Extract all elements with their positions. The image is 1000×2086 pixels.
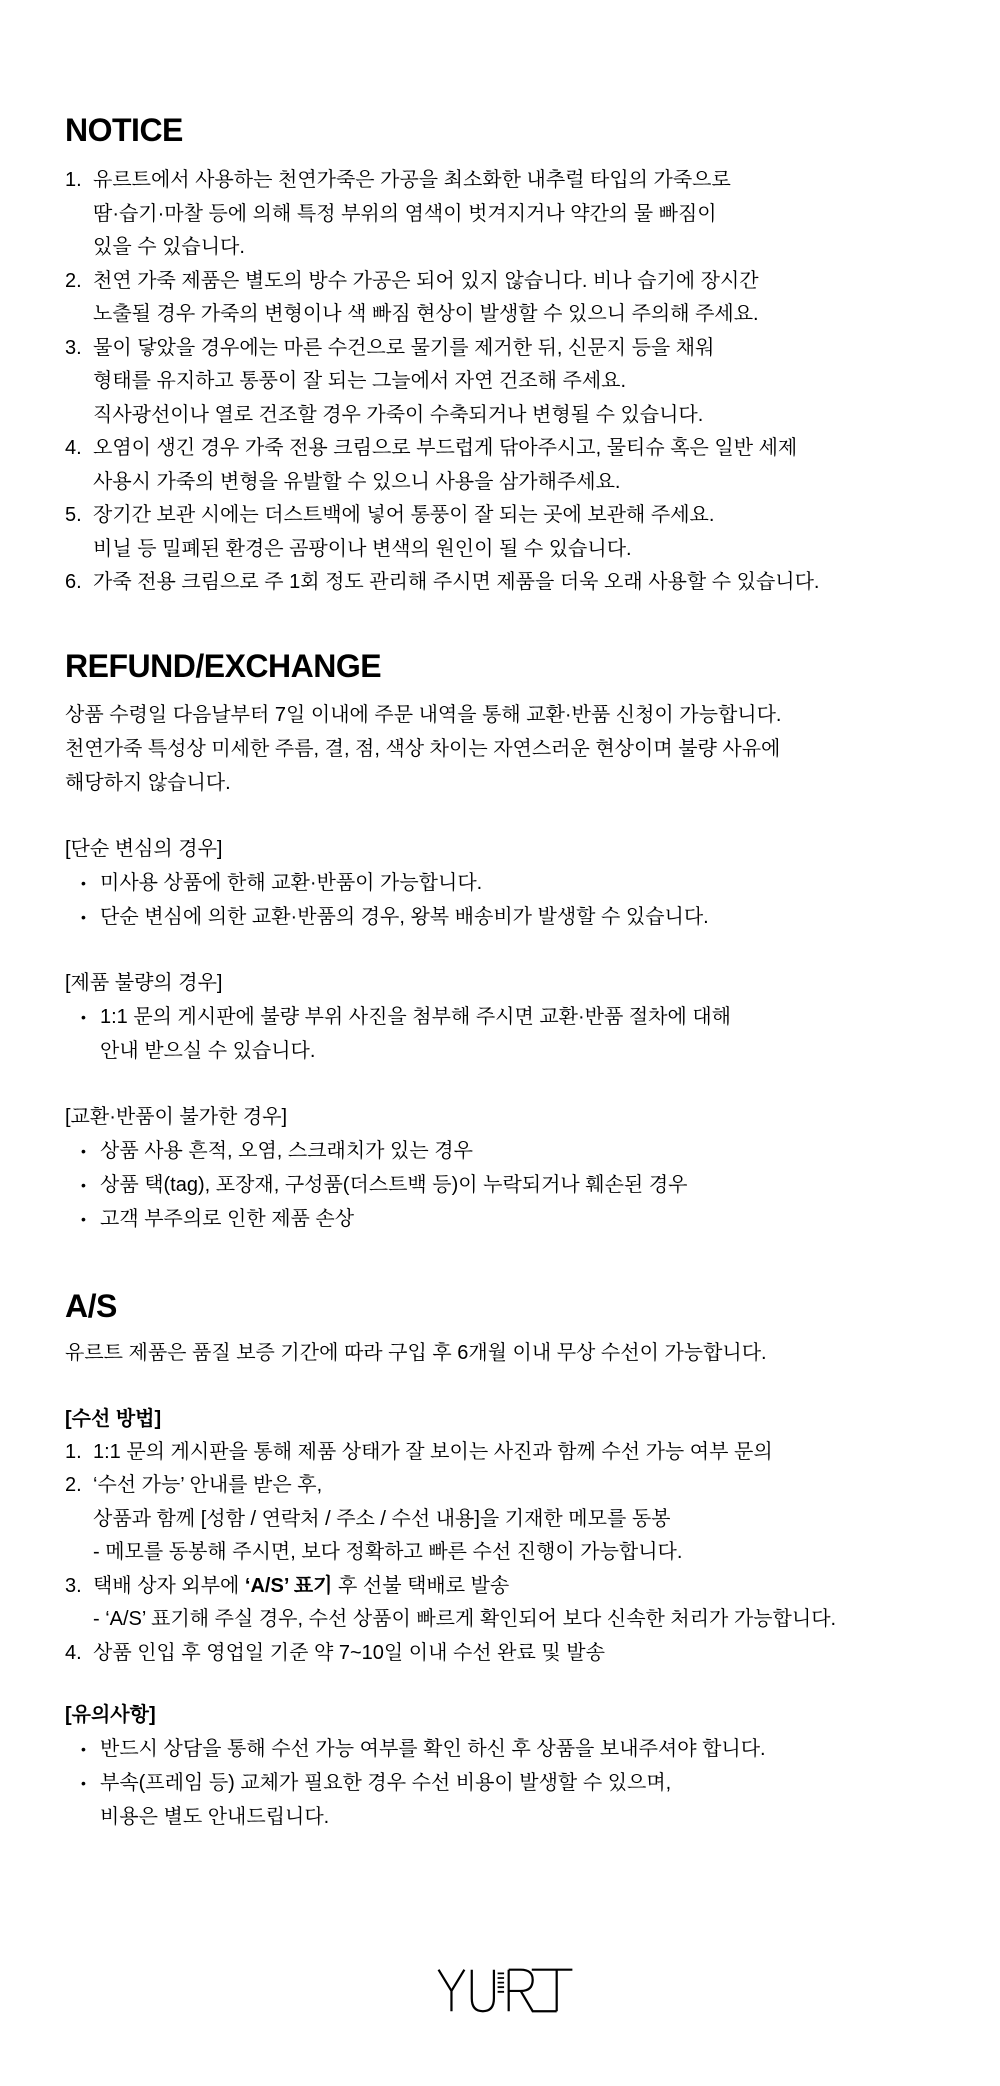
notice-item-1 — [65, 164, 945, 265]
text-line: 유르트에서 사용하는 천연가죽은 가공을 최소화한 내추럴 타입의 가죽으로 — [93, 169, 731, 191]
notice-item-4 — [65, 432, 945, 499]
item-number: 3. — [65, 336, 82, 359]
text-segment: 택배 상자 외부에 — [93, 1574, 245, 1597]
yurt-logo — [435, 1966, 575, 2014]
bullet-icon: • — [81, 1775, 86, 1791]
notice-item-6 — [65, 566, 945, 600]
bullet-icon: • — [81, 1210, 86, 1227]
text-line: 상품 택(tag), 포장재, 구성품(더스트백 등)이 누락되거나 훼손된 경우 — [100, 1173, 688, 1196]
notice-item-3 — [65, 332, 945, 433]
bullet-icon: • — [81, 1176, 86, 1193]
text-line: 비용은 별도 안내드립니다. — [100, 1806, 330, 1828]
after-service-section — [65, 1286, 945, 1835]
notice-section — [65, 112, 945, 600]
text-line: 천연 가죽 제품은 별도의 방수 가공은 되어 있지 않습니다. 비나 습기에 장시간 — [93, 269, 759, 292]
text-segment: 후 선불 택배로 발송 — [332, 1574, 510, 1597]
text-line: - ‘A/S’ 표기해 주실 경우, 수선 상품이 빠르게 확인되어 보다 신속한 처리가 가능합니다. — [93, 1608, 837, 1630]
text-line: 노출될 경우 가죽의 변형이나 색 빠짐 현상이 발생할 수 있으니 주의해 주세요. — [93, 303, 759, 325]
refund-exchange-section — [65, 648, 945, 1236]
bullet-item — [81, 866, 945, 900]
notice-title: NOTICE — [65, 112, 183, 148]
bullet-list — [65, 1134, 945, 1236]
item-number: 4. — [65, 437, 82, 459]
text-line: 사용시 가죽의 변형을 유발할 수 있으니 사용을 삼가해주세요. — [93, 470, 621, 493]
bullet-icon: • — [81, 1142, 86, 1159]
text-line: 반드시 상담을 통해 수선 가능 여부를 확인 하신 후 상품을 보내주셔야 합니다. — [100, 1738, 766, 1760]
text-line: 직사광선이나 열로 건조할 경우 가죽이 수축되거나 변형될 수 있습니다. — [93, 403, 704, 426]
item-number: 2. — [65, 269, 82, 292]
refund-group-defect — [65, 966, 945, 1068]
text-line: 물이 닿았을 경우에는 마른 수건으로 물기를 제거한 뒤, 신문지 등을 채워 — [93, 336, 715, 359]
text-line: 1:1 문의 게시판에 불량 부위 사진을 첨부해 주시면 교환·반품 절차에 대해 — [100, 1005, 731, 1028]
notice-item-5 — [65, 499, 945, 566]
item-number: 1. — [65, 1440, 82, 1463]
item-number: 4. — [65, 1641, 82, 1664]
refund-intro — [65, 698, 945, 800]
text-line: - 메모를 동봉해 주시면, 보다 정확하고 빠른 수선 진행이 가능합니다. — [93, 1541, 683, 1563]
as-mark-bold-text: ‘A/S’ 표기 — [244, 1574, 333, 1597]
text-line: ‘수선 가능’ 안내를 받은 후, — [93, 1474, 323, 1496]
repair-method-header: [수선 방법] — [65, 1407, 162, 1430]
bullet-icon: • — [81, 1008, 86, 1025]
notice-item-2 — [65, 265, 945, 332]
as-intro: 유르트 제품은 품질 보증 기간에 따라 구입 후 6개월 이내 무상 수선이 가능합니다. — [65, 1341, 767, 1364]
text-line: 상품과 함께 [성함 / 연락처 / 주소 / 수선 내용]을 기재한 메모를 동봉 — [93, 1507, 671, 1530]
text-line: 가죽 전용 크림으로 주 1회 정도 관리해 주시면 제품을 더욱 오래 사용할 수 있습니다. — [93, 571, 820, 593]
text-line: 땀·습기·마찰 등에 의해 특정 부위의 염색이 벗겨지거나 약간의 물 빠짐이 — [93, 202, 717, 225]
refund-title: REFUND/EXCHANGE — [65, 647, 382, 684]
text-line: 상품 인입 후 영업일 기준 약 7~10일 이내 수선 완료 및 발송 — [93, 1641, 605, 1664]
notes-list — [65, 1732, 945, 1834]
text-line: 오염이 생긴 경우 가죽 전용 크림으로 부드럽게 닦아주시고, 물티슈 혹은 일반 세제 — [93, 437, 798, 459]
method-item-4 — [65, 1637, 945, 1671]
notice-list — [65, 164, 945, 600]
text-line: 상품 사용 흔적, 오염, 스크래치가 있는 경우 — [100, 1139, 473, 1162]
text-line: 1:1 문의 게시판을 통해 제품 상태가 잘 보이는 사진과 함께 수선 가능 여부 문의 — [93, 1440, 773, 1463]
refund-group-change-of-mind — [65, 832, 945, 934]
bullet-icon: • — [81, 1741, 86, 1757]
item-number: 1. — [65, 169, 82, 191]
bullet-list — [65, 866, 945, 934]
method-item-1 — [65, 1436, 945, 1470]
item-number: 6. — [65, 571, 82, 593]
text-line: 있을 수 있습니다. — [93, 236, 245, 258]
bullet-item — [81, 1766, 945, 1834]
bullet-item — [81, 900, 945, 934]
bullet-item — [81, 1732, 945, 1766]
text-line: 상품 수령일 다음날부터 7일 이내에 주문 내역을 통해 교환·반품 신청이 가능합니다. — [65, 703, 782, 726]
item-number: 5. — [65, 504, 82, 526]
notes-header: [유의사항] — [65, 1704, 156, 1726]
text-line: 단순 변심에 의한 교환·반품의 경우, 왕복 배송비가 발생할 수 있습니다. — [100, 905, 709, 928]
brand-footer — [65, 1966, 945, 2019]
text-line: 형태를 유지하고 통풍이 잘 되는 그늘에서 자연 건조해 주세요. — [93, 370, 627, 392]
group-header: [제품 불량의 경우] — [65, 971, 223, 994]
method-item-3 — [65, 1570, 945, 1637]
bullet-icon: • — [81, 908, 86, 925]
text-line — [93, 1570, 836, 1604]
text-line: 비닐 등 밀폐된 환경은 곰팡이나 변색의 원인이 될 수 있습니다. — [93, 537, 632, 560]
text-line: 안내 받으실 수 있습니다. — [100, 1039, 316, 1062]
text-line: 장기간 보관 시에는 더스트백에 넣어 통풍이 잘 되는 곳에 보관해 주세요. — [93, 504, 715, 526]
bullet-item — [81, 1000, 945, 1068]
method-item-2 — [65, 1469, 945, 1570]
refund-group-not-allowed — [65, 1100, 945, 1236]
text-line: 부속(프레임 등) 교체가 필요한 경우 수선 비용이 발생할 수 있으며, — [100, 1772, 672, 1794]
text-line: 고객 부주의로 인한 제품 손상 — [100, 1207, 355, 1230]
bullet-item — [81, 1202, 945, 1236]
bullet-icon: • — [81, 874, 86, 891]
brand-name — [575, 1966, 576, 1967]
as-title: A/S — [65, 1287, 117, 1324]
item-number: 2. — [65, 1474, 82, 1496]
group-header: [교환·반품이 불가한 경우] — [65, 1105, 288, 1128]
repair-method-list — [65, 1436, 945, 1671]
text-line: 해당하지 않습니다. — [65, 771, 231, 794]
group-header: [단순 변심의 경우] — [65, 837, 223, 860]
bullet-item — [81, 1168, 945, 1202]
text-line: 미사용 상품에 한해 교환·반품이 가능합니다. — [100, 871, 483, 894]
item-number: 3. — [65, 1574, 82, 1597]
bullet-list — [65, 1000, 945, 1068]
text-line: 천연가죽 특성상 미세한 주름, 결, 점, 색상 차이는 자연스러운 현상이며 불량 사유에 — [65, 737, 781, 760]
bullet-item — [81, 1134, 945, 1168]
